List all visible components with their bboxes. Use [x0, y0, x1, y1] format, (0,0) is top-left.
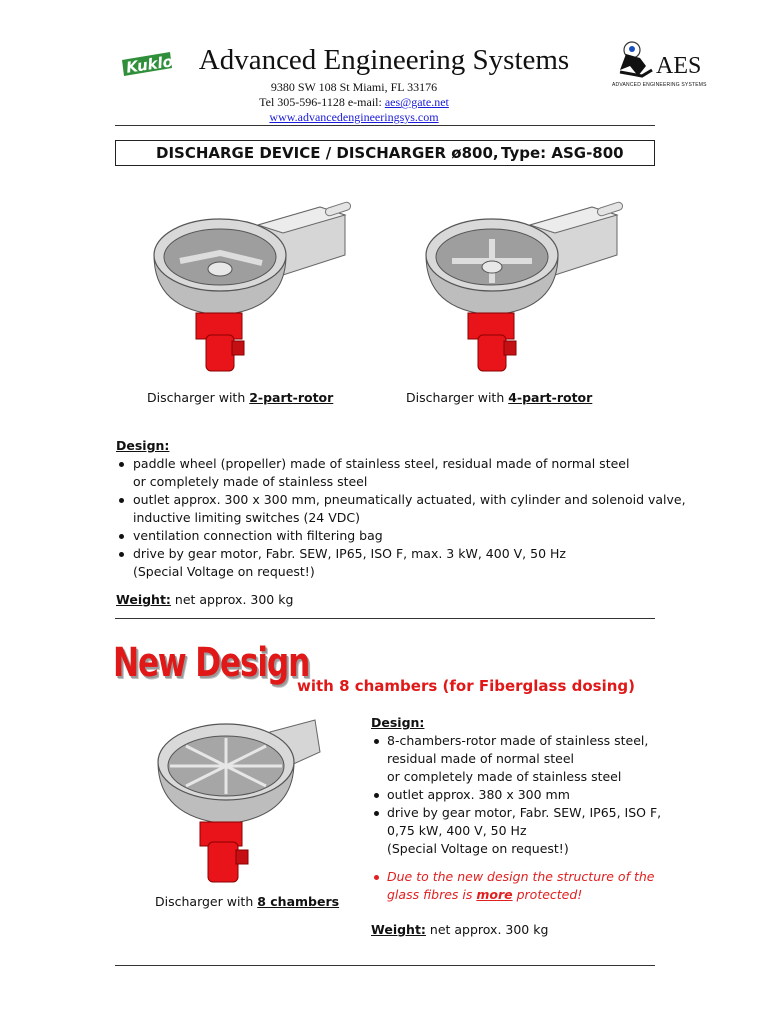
design-bullet-cont: inductive limiting switches (24 VDC) [133, 510, 360, 525]
design-bullet-cont: (Special Voltage on request!) [133, 564, 315, 579]
new-design-banner: New Design [113, 640, 310, 686]
design-bullet-cont: or completely made of stainless steel [387, 769, 622, 784]
section-divider [115, 618, 655, 619]
kuklo-logo-text: Kuklo [125, 52, 174, 77]
discharger-8-chambers-image [150, 712, 330, 892]
weight-value: net approx. 300 kg [170, 592, 294, 607]
bullet-dot [374, 875, 379, 880]
bullet-dot [119, 498, 124, 503]
aes-logo-subtitle: ADVANCED ENGINEERING SYSTEMS [612, 82, 707, 88]
caption-4-part-rotor [406, 390, 592, 405]
caption-2-part-rotor [147, 390, 333, 405]
caption-prefix: Discharger with [155, 894, 258, 909]
footer-divider [115, 965, 655, 966]
caption-bold: 8 chambers [257, 894, 340, 909]
header-divider [115, 125, 655, 126]
bullet-dot [374, 811, 379, 816]
bullet-dot [119, 534, 124, 539]
new-design-weight-line [371, 921, 548, 939]
product-title: DISCHARGE DEVICE / DISCHARGER ø800, [156, 144, 499, 162]
company-name: Advanced Engineering Systems [198, 44, 570, 76]
design-bullet: ventilation connection with filtering bag [133, 528, 383, 543]
caption-8-chambers [155, 894, 339, 909]
bullet-dot [374, 739, 379, 744]
new-design-heading: Design: [371, 715, 425, 730]
design-bullet: outlet approx. 380 x 300 mm [387, 787, 570, 802]
note-text: glass fibres is [387, 887, 477, 902]
design-bullet-cont: 0,75 kW, 400 V, 50 Hz [387, 823, 527, 838]
design-bullet: drive by gear motor, Fabr. SEW, IP65, ISO F, [387, 805, 662, 820]
weight-value: net approx. 300 kg [425, 922, 549, 937]
aes-logo-text: AES [656, 53, 702, 79]
caption-prefix: Discharger with [406, 390, 509, 405]
caption-bold: 4-part-rotor [508, 390, 593, 405]
weight-line [116, 591, 293, 609]
caption-prefix: Discharger with [147, 390, 250, 405]
design-bullet-cont: residual made of normal steel [387, 751, 574, 766]
aes-logo-figure [612, 40, 660, 82]
design-bullet-cont: (Special Voltage on request!) [387, 841, 569, 856]
contact-line [0, 95, 708, 110]
discharger-4-part-rotor-image [412, 195, 632, 380]
bullet-dot [374, 793, 379, 798]
note-text-end: protected! [512, 887, 583, 902]
design-heading: Design: [116, 438, 170, 453]
new-design-note-cont [387, 886, 582, 904]
design-bullet: drive by gear motor, Fabr. SEW, IP65, ISO F, max. 3 kW, 400 V, 50 Hz [133, 546, 566, 561]
design-bullet-cont: or completely made of stainless steel [133, 474, 368, 489]
bullet-dot [119, 462, 124, 467]
company-address: 9380 SW 108 St Miami, FL 33176 [270, 80, 438, 94]
caption-bold: 2-part-rotor [249, 390, 334, 405]
note-emphasis: more [476, 887, 513, 902]
email-link[interactable]: aes@gate.net [384, 95, 449, 109]
tel-text: Tel 305-596-1128 e-mail: [259, 95, 385, 109]
new-design-note: Due to the new design the structure of the [387, 869, 655, 884]
website-link[interactable]: www.advancedengineeringsys.com [269, 110, 439, 124]
website-line [0, 110, 708, 125]
new-design-subtitle: with 8 chambers (for Fiberglass dosing) [297, 677, 635, 695]
discharger-2-part-rotor-image [140, 195, 360, 380]
product-title-box [115, 140, 655, 166]
weight-label: Weight: [116, 592, 171, 607]
weight-label: Weight: [371, 922, 426, 937]
design-bullet: paddle wheel (propeller) made of stainless steel, residual made of normal steel [133, 456, 630, 471]
product-type: Type: ASG-800 [501, 144, 624, 162]
design-bullet: 8-chambers-rotor made of stainless steel, [387, 733, 649, 748]
bullet-dot [119, 552, 124, 557]
design-bullet: outlet approx. 300 x 300 mm, pneumatically actuated, with cylinder and solenoid valve, [133, 492, 686, 507]
